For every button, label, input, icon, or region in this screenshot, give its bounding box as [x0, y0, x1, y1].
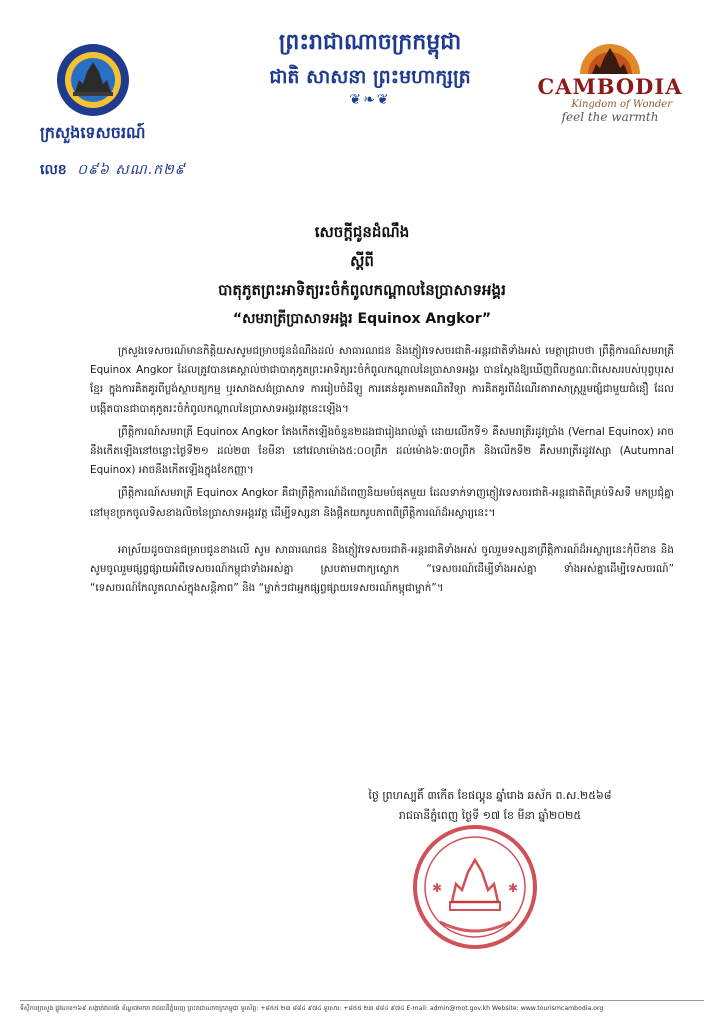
reference-number — [40, 160, 186, 181]
reference-label: លេខ — [40, 162, 67, 178]
title-line-2: ស្តីពី — [350, 252, 374, 270]
paragraph-3: ព្រឹត្តិការណ៍សមរាត្រី Equinox Angkor គឺជាព្រឹត្តិការណ៍ដ៏ពេញនិយមបំផុតមួយ ដែលទាក់ទាញភ្ញៀវទេសចរជាតិ-អន្តរជាតិពីគ្រប់ទិសទី មកប្រជុំគ្នានៅមុខច្រកចូលទិសខាងលិចនៃប្រាសាទអង្គរវត្ត ដើម្បីទស្សនា និងផ្តិតយករូបភាពពីព្រឹត្តិការណ៍ដ៏អស្ចារ្យនេះ។ — [90, 487, 674, 519]
footer-divider — [20, 1000, 704, 1001]
date-block — [290, 786, 690, 826]
kingdom-title: ព្រះរាជាណាចក្រកម្ពុជា — [278, 30, 462, 55]
angkor-sunrise-icon — [570, 38, 650, 76]
title-line-3: បាតុភូតព្រះអាទិត្យរះចំកំពូលកណ្តាលនៃប្រាសាទអង្គរ — [218, 281, 506, 299]
title-line-1: សេចក្តីជូនដំណឹង — [314, 223, 410, 241]
paragraph-1: ក្រសួងទេសចរណ៍មានកិត្តិយសសូមជម្រាបជូនដំណឹងដល់ សាធារណជន និងភ្ញៀវទេសចរជាតិ-អន្តរជាតិទាំងអស់ មេត្តាជ្រាបថា ព្រឹត្តិការណ៍សមរាត្រី Equinox Angkor ដែលត្រូវបានគេស្គាល់ថាជាបាតុភូតព្រះអាទិត្យរះចំកំពូលកណ្តាលនៃប្រាសាទអង្គរ បានស្តែងឱ្យឃើញពីលក្ខណៈពិសេសរបស់បុព្វបុរសខ្មែរ ក្នុងការគិតគូរពីប្លង់ស្ថាបត្យកម្ម ឬរសាងសង់ប្រាសាទ ការរៀបចំដីឡូ ការគេន់គូរតាមគណិតវិទ្យា ការគិតគូរពីដំណើរតារាសាស្ត្ររួមផ្សំជាមួយជំនឿ ដែលបង្កើតបានជាបាតុភូតរះចំកំពូលកណ្តាលនៃប្រាសាទអង្គរវត្តនេះឡើង។ — [90, 345, 674, 415]
ministry-seal-logo — [55, 42, 131, 118]
lunar-date: ថ្ងៃ ព្រហស្បតិ៍ ៣កើត ខែផល្គុន ឆ្នាំរោង ឆស័ក ព.ស.២៥៦៨ — [368, 789, 612, 802]
footer-contact: ទីស្តីការក្រសួង ផ្លូវលេខ១៦៩ សង្កាត់វាលវង់ ខ័ណ្ឌ៧មករា រាជធានីភ្នំពេញ ព្រះរាជាណាចក្រកម្ពុជា ទូរស័ព្ទ: +៨៥៥ ២៣ ៨៨៤ ៩៧៤ ទូរសារ: +៨៥៥ ២៣ ៨៨៤ ៩៧៤ E-mail: admin@mot.gov.kh Website: www.tourismcambodia.org — [20, 1005, 604, 1012]
cambodia-brand-logo — [530, 38, 690, 124]
svg-text:✱: ✱ — [508, 881, 519, 895]
solar-date: រាជធានីភ្នំពេញ ថ្ងៃទី ១៧ ខែ មីនា ឆ្នាំ២០២៥ — [398, 809, 582, 822]
ministry-name: ក្រសួងទេសចរណ៍ — [40, 123, 146, 142]
official-stamp — [410, 822, 540, 952]
paragraph-4: អាស្រ័យដូចបានជម្រាបជូនខាងលើ សូម សាធារណជន និងភ្ញៀវទេសចរជាតិ-អន្តរជាតិទាំងអស់ ចូលរួមទស្សនាព្រឹត្តិការណ៍ដ៏អស្ចារ្យនេះកុំបីខាន និងសូមចូលរួមផ្សព្វផ្សាយអំពីទេសចរណ៍កម្ពុជាទាំងអស់គ្នា ស្របតាមពាក្យស្លោក “ទេសចរណ៍ដើម្បីទាំងអស់គ្នា ទាំងអស់គ្នាដើម្បីទេសចរណ៍” “ទេសចរណ៍កែលូតលាស់ក្នុងសន្តិភាព” និង “ម្នាក់ៗជាអ្នកផ្សព្វផ្សាយទេសចរណ៍កម្ពុជាម្នាក់”។ — [90, 543, 674, 595]
ornament-divider: ❦❧❦ — [349, 92, 391, 108]
brand-name: CAMBODIA — [537, 74, 683, 99]
paragraph-2: ព្រឹត្តិការណ៍សមរាត្រី Equinox Angkor តែងកើតឡើងចំនួន២ដងជារៀងរាល់ឆ្នាំ ដោយលើកទី១ គឺសមរាត្រីរដូវប្រាំង (Vernal Equinox) អាចនឹងកើតឡើងនៅចន្លោះថ្ងៃទី២១ ដល់២៣ ខែមីនា នៅវេលាម៉ោង៥:០០ព្រឹក ដល់ម៉ោង៦:៣០ព្រឹក និងលើកទី២ គឺសមរាត្រីរដូវវស្សា (Autumnal Equinox) អាចនឹងកើតឡើងក្នុងខែកញ្ញា។ — [90, 425, 674, 477]
brand-tagline: feel the warmth — [561, 110, 659, 124]
kingdom-motto — [190, 28, 550, 108]
document-title — [62, 218, 662, 334]
document-body — [90, 342, 674, 602]
svg-text:✱: ✱ — [432, 881, 443, 895]
motto-line: ជាតិ សាសនា ព្រះមហាក្សត្រ — [269, 66, 471, 88]
brand-subtitle: Kingdom of Wonder — [571, 99, 672, 110]
title-line-4: “សមរាត្រីប្រាសាទអង្គរ Equinox Angkor” — [232, 311, 492, 327]
reference-value: ០៩៦ សណ.ក២៩ — [77, 162, 186, 178]
